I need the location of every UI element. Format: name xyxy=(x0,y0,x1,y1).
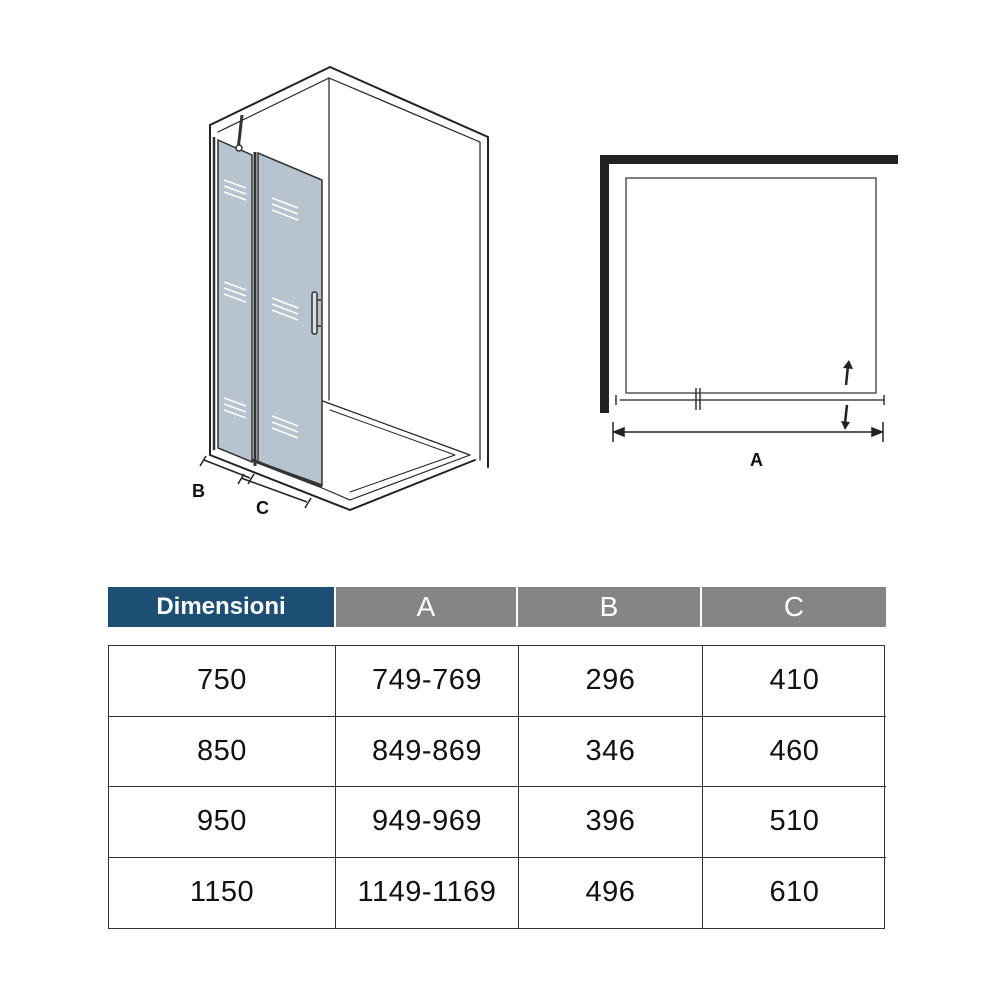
table-cell: 1149-1169 xyxy=(336,858,519,929)
table-cell: 850 xyxy=(109,717,336,788)
dimension-line-a xyxy=(613,422,883,442)
header-c: C xyxy=(702,587,886,627)
plan-view xyxy=(600,155,898,430)
glass-fixed-panel xyxy=(218,140,252,462)
header-b: B xyxy=(518,587,700,627)
table-cell: 496 xyxy=(519,858,703,929)
table-cell: 849-869 xyxy=(336,717,519,788)
table-cell: 346 xyxy=(519,717,703,788)
table-cell: 410 xyxy=(703,646,886,717)
table-cell: 749-769 xyxy=(336,646,519,717)
table-cell: 949-969 xyxy=(336,787,519,858)
label-a: A xyxy=(750,450,763,470)
table-cell: 1150 xyxy=(109,858,336,929)
dimensions-table xyxy=(108,645,885,929)
table-cell: 396 xyxy=(519,787,703,858)
header-dimensioni: Dimensioni xyxy=(108,587,334,627)
label-b: B xyxy=(192,481,205,501)
table-cell: 610 xyxy=(769,876,820,909)
header-a: A xyxy=(336,587,516,627)
table-cell: 296 xyxy=(519,646,703,717)
table-cell: 460 xyxy=(703,717,886,788)
table-cell: 950 xyxy=(109,787,336,858)
table-cell: 510 xyxy=(703,787,886,858)
table-cell: 750 xyxy=(109,646,336,717)
label-c: C xyxy=(256,498,269,518)
